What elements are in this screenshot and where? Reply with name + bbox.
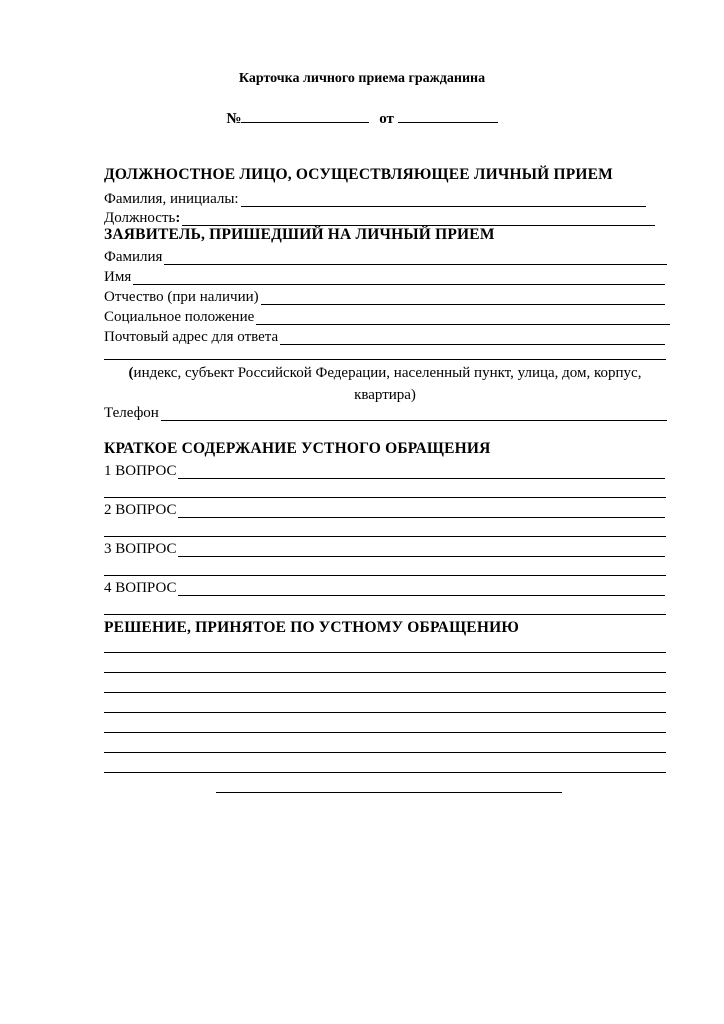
question-4-label: 4 ВОПРОС [104, 580, 177, 596]
official-position-row [104, 206, 655, 226]
applicant-surname-label: Фамилия [104, 249, 163, 265]
applicant-address-field[interactable] [280, 330, 665, 345]
official-position-label: Должность: [104, 210, 181, 226]
decision-line-1[interactable] [104, 652, 666, 653]
question-2-field[interactable] [178, 503, 665, 518]
question-4-field[interactable] [178, 581, 665, 596]
applicant-surname-row [104, 245, 667, 265]
card-number-line [0, 109, 724, 128]
question-3-row [104, 537, 665, 557]
decision-line-5[interactable] [104, 732, 666, 733]
question-2-label: 2 ВОПРОС [104, 502, 177, 518]
applicant-name-label: Имя [104, 269, 132, 285]
applicant-phone-row [104, 401, 667, 421]
applicant-name-row [104, 265, 665, 285]
applicant-patronymic-row [104, 285, 665, 305]
summary-heading: КРАТКОЕ СОДЕРЖАНИЕ УСТНОГО ОБРАЩЕНИЯ [104, 440, 491, 457]
question-4-field-2[interactable] [104, 614, 666, 615]
applicant-address-label: Почтовый адрес для ответа [104, 329, 279, 345]
applicant-social-label: Социальное положение [104, 309, 255, 325]
official-surname-label: Фамилия, инициалы: [104, 191, 239, 207]
from-word: от [379, 111, 394, 127]
official-heading: ДОЛЖНОСТНОЕ ЛИЦО, ОСУЩЕСТВЛЯЮЩЕЕ ЛИЧНЫЙ ПРИЕМ [104, 166, 614, 183]
applicant-social-row [104, 305, 670, 325]
applicant-phone-field[interactable] [161, 406, 667, 421]
address-hint: (индекс, субъект Российской Федерации, населенный пункт, улица, дом, корпус, квартира) [128, 365, 642, 403]
official-surname-row [104, 187, 646, 207]
question-1-row [104, 459, 665, 479]
decision-line-6[interactable] [104, 752, 666, 753]
decision-line-2[interactable] [104, 672, 666, 673]
question-2-row [104, 498, 665, 518]
signature-line[interactable] [216, 792, 562, 793]
question-1-label: 1 ВОПРОС [104, 463, 177, 479]
applicant-social-field[interactable] [256, 310, 670, 325]
applicant-heading: ЗАЯВИТЕЛЬ, ПРИШЕДШИЙ НА ЛИЧНЫЙ ПРИЕМ [104, 226, 495, 243]
applicant-name-field[interactable] [133, 270, 665, 285]
question-1-field[interactable] [178, 464, 665, 479]
applicant-surname-field[interactable] [164, 250, 667, 265]
question-4-row [104, 576, 665, 596]
card-date-field[interactable] [398, 109, 498, 123]
official-position-field[interactable] [182, 211, 655, 226]
applicant-address-field-2[interactable] [104, 359, 666, 360]
card-number-field[interactable] [241, 109, 369, 123]
decision-line-7[interactable] [104, 772, 666, 773]
decision-line-4[interactable] [104, 712, 666, 713]
question-3-label: 3 ВОПРОС [104, 541, 177, 557]
question-3-field[interactable] [178, 542, 665, 557]
official-surname-field[interactable] [241, 192, 646, 207]
applicant-patronymic-field[interactable] [261, 290, 665, 305]
document-title: Карточка личного приема гражданина [238, 71, 486, 86]
decision-heading: РЕШЕНИЕ, ПРИНЯТОЕ ПО УСТНОМУ ОБРАЩЕНИЮ [104, 619, 519, 636]
applicant-patronymic-label: Отчество (при наличии) [104, 289, 259, 305]
applicant-address-row [104, 325, 665, 345]
decision-line-3[interactable] [104, 692, 666, 693]
number-sign: № [226, 111, 242, 127]
applicant-phone-label: Телефон [104, 405, 159, 421]
